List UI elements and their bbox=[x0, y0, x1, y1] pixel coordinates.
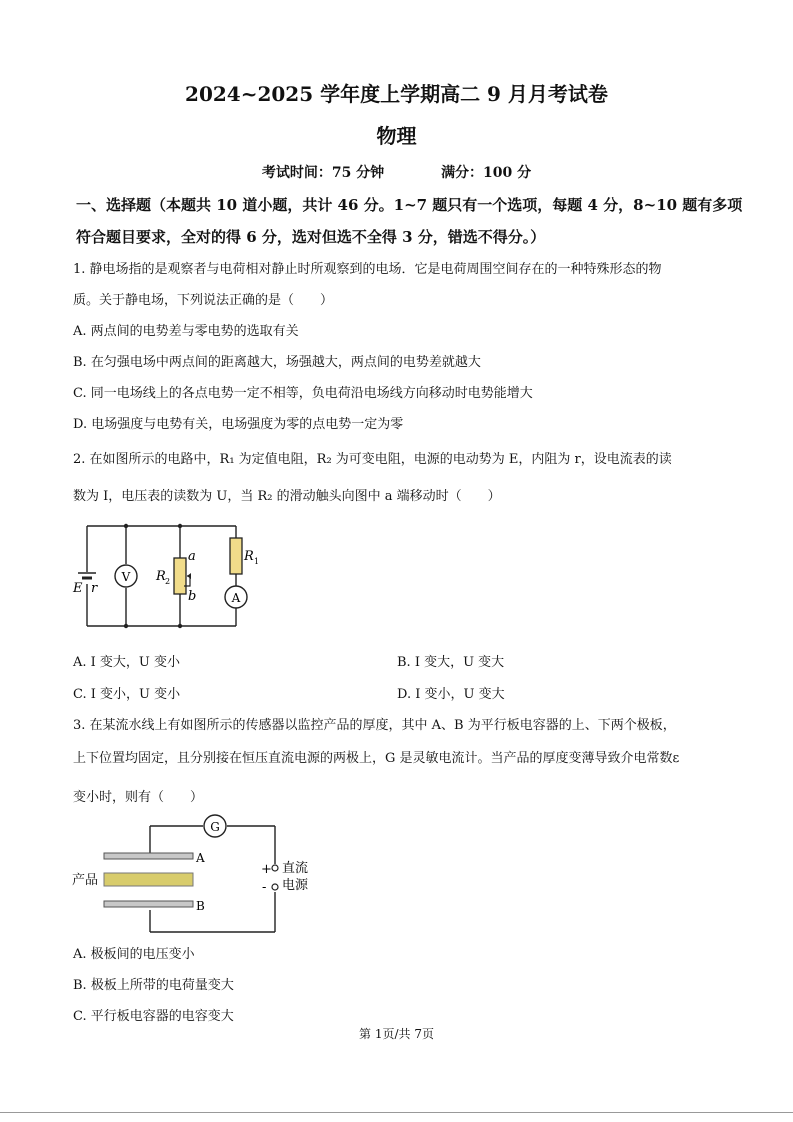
q1-option-c: C. 同一电场线上的各点电势一定不相等，负电荷沿电场线方向移动时电势能增大 bbox=[73, 386, 533, 401]
voltmeter-label: V bbox=[121, 570, 131, 584]
q1-option-d: D. 电场强度与电势有关，电场强度为零的点电势一定为零 bbox=[73, 417, 404, 432]
q2-stem-line1: 2. 在如图所示的电路中，R₁ 为定值电阻，R₂ 为可变电阻，电源的电动势为 E，内阻为 r，设电流表的读 bbox=[73, 452, 672, 467]
capacitor-plate-a bbox=[104, 853, 193, 859]
q2-option-c: C. I 变小，U 变小 bbox=[73, 687, 181, 702]
q2-option-a: A. I 变大，U 变小 bbox=[73, 655, 181, 670]
dc-source-label-line1: 直流 bbox=[282, 861, 309, 876]
r2-subscript: 2 bbox=[165, 577, 171, 586]
q1-stem-line1: 1. 静电场指的是观察者与电荷相对静止时所观察到的电场．它是电荷周围空间存在的一种特殊形态的物 bbox=[73, 262, 662, 277]
dc-negative-terminal bbox=[272, 884, 278, 890]
page-bottom-rule bbox=[0, 1112, 793, 1113]
r1-label: R bbox=[244, 549, 254, 564]
exam-title: 2024~2025 学年度上学期高二 9 月月考试卷 bbox=[185, 82, 608, 106]
r1-fixed-resistor bbox=[230, 538, 242, 574]
battery-emf-label: E bbox=[73, 581, 83, 596]
q3-option-b: B. 极板上所带的电荷量变大 bbox=[73, 978, 234, 993]
product-label: 产品 bbox=[72, 873, 99, 888]
galvanometer-label: G bbox=[210, 820, 220, 834]
section-instructions-line1: 一、选择题（本题共 10 道小题，共计 46 分。1~7 题只有一个选项，每题 4 分，8~10 题有多项 bbox=[76, 196, 743, 214]
plate-a-label: A bbox=[196, 851, 205, 865]
plus-sign: + bbox=[261, 862, 272, 877]
capacitor-plate-b bbox=[104, 901, 193, 907]
ammeter-label: A bbox=[231, 591, 241, 605]
dc-source-label-line2: 电源 bbox=[282, 878, 309, 893]
q2-stem-line2: 数为 I，电压表的读数为 U，当 R₂ 的滑动触头向图中 a 端移动时（ ） bbox=[73, 489, 501, 504]
q3-option-a: A. 极板间的电压变小 bbox=[73, 947, 195, 962]
exam-time: 考试时间：75 分钟 bbox=[261, 165, 385, 181]
exam-score: 满分：100 分 bbox=[441, 165, 532, 181]
r2-end-b-label: b bbox=[188, 589, 197, 604]
page-number: 第 1页/共 7页 bbox=[359, 1027, 434, 1041]
q2-option-d: D. I 变小，U 变大 bbox=[397, 687, 505, 702]
q1-option-b: B. 在匀强电场中两点间的距离越大，场强越大，两点间的电势差就越大 bbox=[73, 355, 481, 370]
product-slab bbox=[104, 873, 193, 886]
plate-b-label: B bbox=[196, 899, 205, 913]
exam-meta bbox=[0, 162, 793, 182]
dc-positive-terminal bbox=[272, 865, 278, 871]
q2-circuit-diagram bbox=[70, 520, 260, 634]
q1-stem-line2: 质。关于静电场，下列说法正确的是（ ） bbox=[73, 293, 334, 308]
r2-label: R bbox=[156, 569, 166, 584]
subject-title: 物理 bbox=[376, 124, 417, 148]
battery-symbol bbox=[78, 573, 96, 578]
q3-stem-line1: 3. 在某流水线上有如图所示的传感器以监控产品的厚度，其中 A、B 为平行板电容器的上、下两个极板， bbox=[73, 718, 676, 733]
section-instructions-line2: 符合题目要求，全对的得 6 分，选对但选不全得 3 分，错选不得分。） bbox=[76, 228, 546, 246]
q2-option-b: B. I 变大，U 变大 bbox=[397, 655, 505, 670]
q3-option-c: C. 平行板电容器的电容变大 bbox=[73, 1009, 234, 1024]
q1-option-a: A. 两点间的电势差与零电势的选取有关 bbox=[73, 324, 299, 339]
minus-sign: - bbox=[262, 880, 267, 895]
r2-variable-resistor bbox=[174, 558, 186, 594]
q3-stem-line3: 变小时，则有（ ） bbox=[73, 790, 204, 805]
q3-sensor-diagram bbox=[70, 812, 320, 938]
r2-end-a-label: a bbox=[188, 549, 196, 564]
battery-resistance-label: r bbox=[91, 581, 98, 596]
r1-subscript: 1 bbox=[254, 557, 260, 566]
q3-stem-line2: 上下位置均固定，且分别接在恒压直流电源的两极上，G 是灵敏电流计。当产品的厚度变薄导致介电常数ε bbox=[73, 751, 680, 766]
